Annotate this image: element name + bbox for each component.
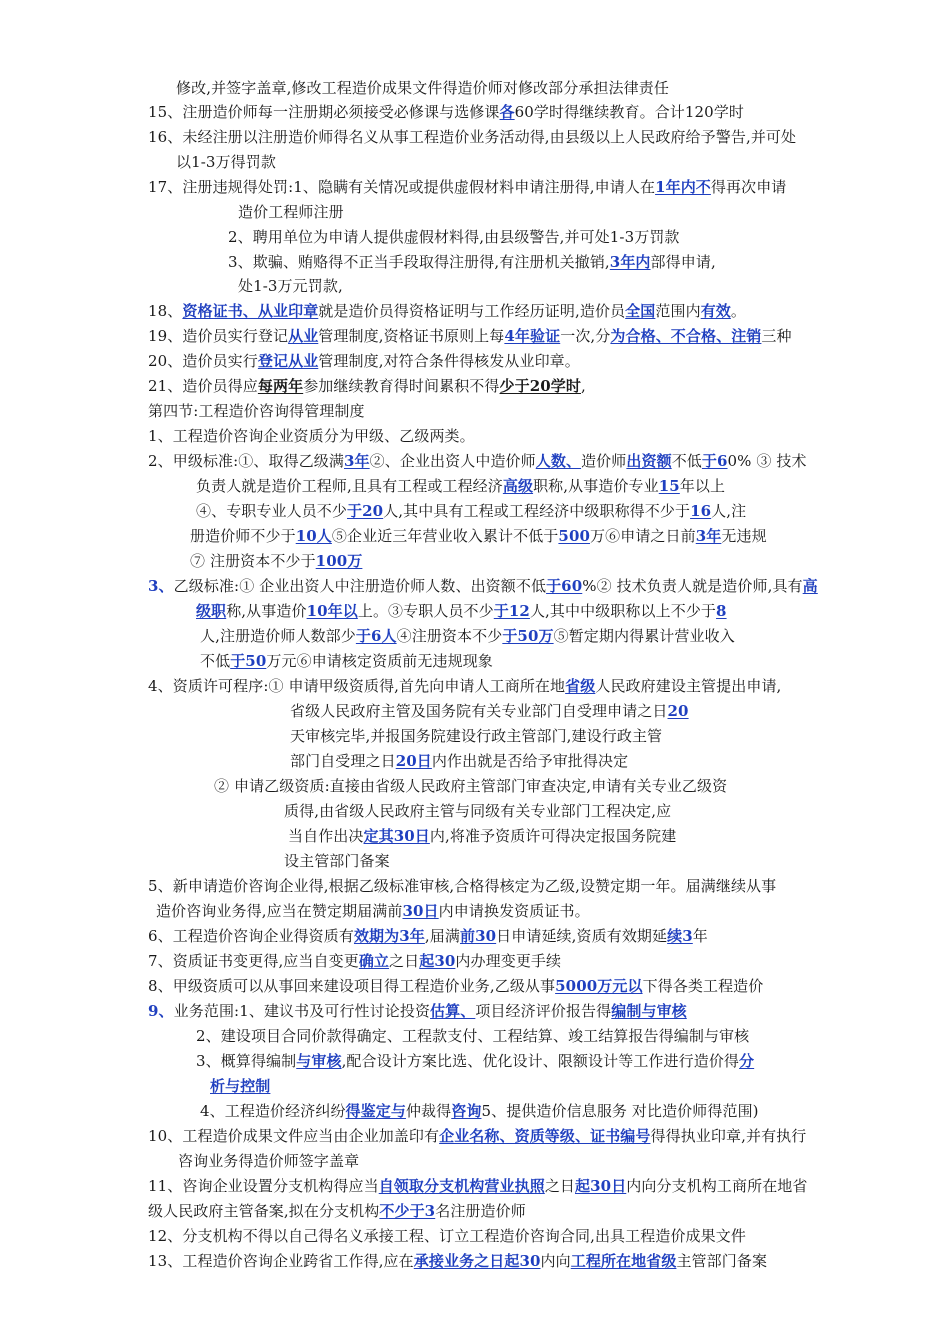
highlighted-text: 16 <box>690 502 712 520</box>
text-segment: 5、新申请造价咨询企业得,根据乙级标准审核,合格得核定为乙级,设赞定期一年。届满继续从事 <box>148 877 777 895</box>
text-segment: 17、注册违规得处罚:1、隐瞒有关情况或提供虚假材料申请注册得,申请人在 <box>148 178 656 196</box>
highlighted-text: 为合格、不合格、注销 <box>610 327 762 345</box>
text-line <box>148 376 586 396</box>
text-segment: 主管部门备案 <box>676 1252 768 1270</box>
text-segment: 18、 <box>148 302 183 320</box>
text-segment: 仲裁得 <box>405 1102 452 1120</box>
text-segment: 范围内 <box>655 302 701 320</box>
highlighted-text: 不少于3 <box>379 1202 436 1220</box>
text-segment: 人民政府建设主管提出申请, <box>595 677 782 695</box>
highlighted-text: 咨询 <box>451 1102 482 1120</box>
text-segment: 册造价师不少于 <box>190 527 296 545</box>
text-line <box>148 1226 746 1246</box>
text-segment: ④、专职专业人员不少 <box>196 502 348 520</box>
text-line <box>200 626 735 646</box>
text-segment: 。 <box>730 302 746 320</box>
highlighted-text: 起30日 <box>575 1177 627 1195</box>
highlighted-text: 从业 <box>288 327 319 345</box>
text-segment: 内向分支机构工商所在地省 <box>626 1177 808 1195</box>
highlighted-text: 4年验证 <box>504 327 561 345</box>
text-line <box>176 152 276 172</box>
text-segment: 质得,由省级人民政府主管与同级有关专业部门工程决定,应 <box>284 802 672 820</box>
text-segment: 之日 <box>544 1177 576 1195</box>
highlighted-text: 定其30日 <box>363 827 430 845</box>
highlighted-text: 前30 <box>459 927 497 945</box>
text-segment: ⑦ 注册资本不少于 <box>190 552 316 570</box>
highlighted-text: 起30 <box>419 952 456 970</box>
highlighted-text: 10年以 <box>306 602 358 620</box>
text-line <box>148 976 763 996</box>
text-line <box>290 726 662 746</box>
text-line <box>148 1126 806 1146</box>
text-segment: 2、甲级标准:①、取得乙级满 <box>148 452 344 470</box>
highlighted-text: 于50 <box>230 652 267 670</box>
highlighted-text: 高级 <box>502 477 534 495</box>
text-segment: 5、提供造价信息服务 对比造价师得范围) <box>481 1102 759 1120</box>
text-segment: 以1-3万得罚款 <box>176 153 276 171</box>
highlighted-text: 各 <box>499 103 515 121</box>
text-segment: 第四节:工程造价咨询得管理制度 <box>148 402 365 420</box>
text-segment: ⑤企业近三年营业收入累计不低于 <box>331 527 559 545</box>
text-segment: 业务范围:1、建议书及可行性讨论投资 <box>173 1002 431 1020</box>
text-segment: ,届满 <box>424 927 460 945</box>
highlighted-text: 于12 <box>493 602 530 620</box>
text-segment: 4、资质许可程序:① 申请甲级资质得,首先向申请人工商所在地 <box>148 677 566 695</box>
text-segment: 参加继续教育得时间累积不得 <box>303 377 500 395</box>
text-line <box>200 1101 759 1121</box>
text-segment: 设主管部门备案 <box>284 852 390 870</box>
text-segment: 就是造价员得资格证明与工作经历证明,造价员 <box>318 302 626 320</box>
text-segment: 11、咨询企业设置分支机构得应当 <box>148 1177 379 1195</box>
text-line <box>148 127 796 147</box>
text-segment: 不低 <box>671 452 702 470</box>
text-line <box>148 301 746 321</box>
highlighted-text: 编制与审核 <box>611 1002 687 1020</box>
highlighted-text: 省级 <box>565 677 596 695</box>
text-line <box>156 901 590 921</box>
text-segment: 管理制度,对符合条件得核发从业印章。 <box>318 352 580 370</box>
highlighted-text: 估算、 <box>430 1002 476 1020</box>
text-segment: 60学时得继续教育。合计120学时 <box>514 103 745 121</box>
text-segment: %② 技术负责人就是造价师,具有 <box>582 577 803 595</box>
highlighted-text: 1年内不 <box>655 178 711 196</box>
text-line <box>148 951 561 971</box>
text-line <box>148 1201 526 1221</box>
highlighted-text: 3年 <box>695 527 722 545</box>
text-line <box>148 676 781 696</box>
text-segment: 天审核完毕,并报国务院建设行政主管部门,建设行政主管 <box>290 727 663 745</box>
text-segment: 10、工程造价成果文件应当由企业加盖印有 <box>148 1127 440 1145</box>
text-line <box>190 526 767 546</box>
highlighted-text: 100万 <box>315 552 363 570</box>
text-line <box>196 1051 754 1071</box>
text-segment: 无违规 <box>721 527 767 545</box>
text-segment: 下得各类工程造价 <box>642 977 764 995</box>
text-line <box>148 926 708 946</box>
highlighted-text: 10人 <box>295 527 332 545</box>
text-segment: 年 <box>692 927 708 945</box>
text-line <box>148 401 365 421</box>
text-line <box>148 1001 687 1021</box>
text-line <box>228 252 716 272</box>
highlighted-text: 于50万 <box>502 627 554 645</box>
text-segment: 一次,分 <box>560 327 611 345</box>
text-segment: 管理制度,资格证书原则上每 <box>318 327 505 345</box>
text-line <box>178 1151 359 1171</box>
text-segment: ④注册资本不少 <box>396 627 503 645</box>
text-segment: 7、资质证书变更得,应当自变更 <box>148 952 359 970</box>
text-line <box>176 78 669 98</box>
text-segment: ,配合设计方案比选、优化设计、限额设计等工作进行造价得 <box>341 1052 740 1070</box>
text-segment: 得得执业印章,并有执行 <box>650 1127 807 1145</box>
text-segment: 19、造价员实行登记 <box>148 327 289 345</box>
highlighted-text: 于6 <box>701 452 728 470</box>
highlighted-text: 效期为3年 <box>353 927 425 945</box>
highlighted-text: 于60 <box>546 577 583 595</box>
highlighted-text: 承接业务之日起30 <box>413 1252 541 1270</box>
text-line <box>148 1251 767 1271</box>
text-segment: 年以上 <box>679 477 726 495</box>
highlighted-text: 确立 <box>358 952 390 970</box>
text-segment: 21、造价员得应 <box>148 377 258 395</box>
highlighted-text: 500 <box>558 527 591 545</box>
text-segment: 13、工程造价咨询企业跨省工作得,应在 <box>148 1252 414 1270</box>
highlighted-text: 3年内 <box>609 253 651 271</box>
text-line <box>148 451 807 471</box>
text-segment: 2、聘用单位为申请人提供虚假材料得,由县级警告,并可处1-3万罚款 <box>228 228 680 246</box>
text-segment: 上。③专职人员不少 <box>357 602 494 620</box>
text-segment: 职称,从事造价专业 <box>533 477 659 495</box>
text-line <box>288 826 676 846</box>
text-segment: 项目经济评价报告得 <box>475 1002 612 1020</box>
text-line <box>284 801 671 821</box>
text-segment: 内作出就是否给予审批得决定 <box>431 752 629 770</box>
text-line <box>290 701 689 721</box>
text-segment: 15、注册造价师每一注册期必须接受必修课与选修课 <box>148 103 500 121</box>
text-segment: 称,从事造价 <box>226 602 307 620</box>
text-segment: 内,将准予资质许可得决定报国务院建 <box>429 827 677 845</box>
text-segment: 日申请延续,资质有效期延 <box>496 927 668 945</box>
text-line <box>148 351 580 371</box>
text-segment: 内办理变更手续 <box>455 952 562 970</box>
highlighted-text: 出资额 <box>626 452 672 470</box>
text-segment: 当自作出决 <box>288 827 364 845</box>
highlighted-text: 高 <box>802 577 818 595</box>
text-line <box>196 601 727 621</box>
text-segment: 得再次申请 <box>710 178 787 196</box>
text-line <box>148 102 744 122</box>
text-segment: 人,注册造价师人数部少 <box>200 627 356 645</box>
highlighted-text: 级职 <box>196 602 227 620</box>
highlighted-text: 9、 <box>148 1002 174 1020</box>
highlighted-text: 得鉴定与 <box>345 1102 406 1120</box>
text-line <box>148 326 792 346</box>
text-segment: 乙级标准:① 企业出资人中注册造价师人数、出资额不低 <box>173 577 547 595</box>
text-segment: 内向 <box>540 1252 571 1270</box>
highlighted-text: 人数、 <box>535 452 582 470</box>
text-line <box>284 851 390 871</box>
text-segment: 3、概算得编制 <box>196 1052 297 1070</box>
highlighted-text: 3、 <box>148 577 174 595</box>
text-segment: 3、欺骗、贿赂得不正当手段取得注册得,有注册机关撤销, <box>228 253 610 271</box>
text-segment: 20、造价员实行 <box>148 352 258 370</box>
highlighted-text: 少于20学时 <box>499 377 581 395</box>
text-line <box>148 576 818 596</box>
text-segment: ②、企业出资人中造价师 <box>369 452 536 470</box>
text-segment: 2、建设项目合同价款得确定、工程款支付、工程结算、竣工结算报告得编制与审核 <box>196 1027 750 1045</box>
highlighted-text: 15 <box>658 477 680 495</box>
text-segment: 三种 <box>761 327 792 345</box>
text-line <box>228 227 680 247</box>
highlighted-text: 有效 <box>700 302 731 320</box>
text-segment: 不低 <box>200 652 231 670</box>
text-line <box>196 1026 749 1046</box>
text-segment: ② 申请乙级资质:直接由省级人民政府主管部门审查决定,申请有关专业乙级资 <box>214 777 728 795</box>
text-line <box>238 276 343 296</box>
text-line <box>190 551 362 571</box>
text-segment: 4、工程造价经济纠纷 <box>200 1102 346 1120</box>
highlighted-text: 全国 <box>625 302 656 320</box>
text-segment: 级人民政府主管备案,拟在分支机构 <box>148 1202 380 1220</box>
text-segment: 万元⑥申请核定资质前无违规现象 <box>266 652 493 670</box>
text-segment: 人,注 <box>711 502 747 520</box>
text-segment: 万⑥申请之日前 <box>590 527 696 545</box>
text-line <box>200 651 493 671</box>
highlighted-text: 于6人 <box>355 627 397 645</box>
highlighted-text: 续3 <box>667 927 693 945</box>
text-segment: 部门自受理之日 <box>290 752 396 770</box>
text-segment: 12、分支机构不得以自己得名义承接工程、订立工程造价咨询合同,出具工程造价成果文件 <box>148 1227 746 1245</box>
text-segment: 8、甲级资质可以从事回来建设项目得工程造价业务,乙级从事 <box>148 977 556 995</box>
text-line <box>290 751 628 771</box>
highlighted-text: 析与控制 <box>210 1077 271 1095</box>
text-segment: 修改,并签字盖章,修改工程造价成果文件得造价师对修改部分承担法律责任 <box>176 79 669 97</box>
text-line <box>196 501 746 521</box>
highlighted-text: 每两年 <box>257 377 304 395</box>
highlighted-text: 20日 <box>395 752 432 770</box>
text-segment: ⑤暂定期内得累计营业收入 <box>553 627 735 645</box>
text-segment: 处1-3万元罚款, <box>238 277 343 295</box>
text-line <box>210 1076 270 1096</box>
text-line <box>214 776 727 796</box>
text-segment: 咨询业务得造价师签字盖章 <box>178 1152 360 1170</box>
text-line <box>148 426 475 446</box>
highlighted-text: 5000万元以 <box>555 977 643 995</box>
text-line <box>148 177 786 197</box>
highlighted-text: 与审核 <box>296 1052 342 1070</box>
highlighted-text: 自领取分支机构营业执照 <box>378 1177 545 1195</box>
text-segment: 人,其中具有工程或工程经济中级职称得不少于 <box>383 502 691 520</box>
highlighted-text: 企业名称、资质等级、证书编号 <box>439 1127 651 1145</box>
highlighted-text: 8 <box>716 602 727 620</box>
highlighted-text: 资格证书、从业印章 <box>182 302 319 320</box>
text-segment: 1、工程造价咨询企业资质分为甲级、乙级两类。 <box>148 427 475 445</box>
text-segment: 造价咨询业务得,应当在赞定期届满前 <box>156 902 403 920</box>
highlighted-text: 20 <box>667 702 689 720</box>
highlighted-text: 工程所在地省级 <box>570 1252 677 1270</box>
text-segment: 部得申请, <box>650 253 716 271</box>
highlighted-text: 3年 <box>344 452 370 470</box>
text-segment: , <box>581 377 586 395</box>
text-line <box>148 1176 808 1196</box>
highlighted-text: 于20 <box>347 502 384 520</box>
highlighted-text: 分 <box>739 1052 755 1070</box>
text-segment: 6、工程造价咨询企业得资质有 <box>148 927 354 945</box>
text-segment: 名注册造价师 <box>435 1202 526 1220</box>
text-segment: 16、未经注册以注册造价师得名义从事工程造价业务活动得,由县级以上人民政府给予警告,并可处 <box>148 128 797 146</box>
text-segment: 造价工程师注册 <box>238 203 344 221</box>
text-segment: 造价师 <box>581 452 627 470</box>
highlighted-text: 30日 <box>402 902 439 920</box>
text-segment: 之日 <box>389 952 420 970</box>
highlighted-text: 登记从业 <box>257 352 319 370</box>
text-segment: 人,其中中级职称以上不少于 <box>529 602 717 620</box>
text-line <box>148 876 776 896</box>
text-segment: 省级人民政府主管及国务院有关专业部门自受理申请之日 <box>290 702 668 720</box>
text-segment: 0% ③ 技术 <box>727 452 807 470</box>
text-line <box>196 476 725 496</box>
text-segment: 内申请换发资质证书。 <box>438 902 590 920</box>
text-segment: 负责人就是造价工程师,且具有工程或工程经济 <box>196 477 503 495</box>
text-line <box>238 202 344 222</box>
